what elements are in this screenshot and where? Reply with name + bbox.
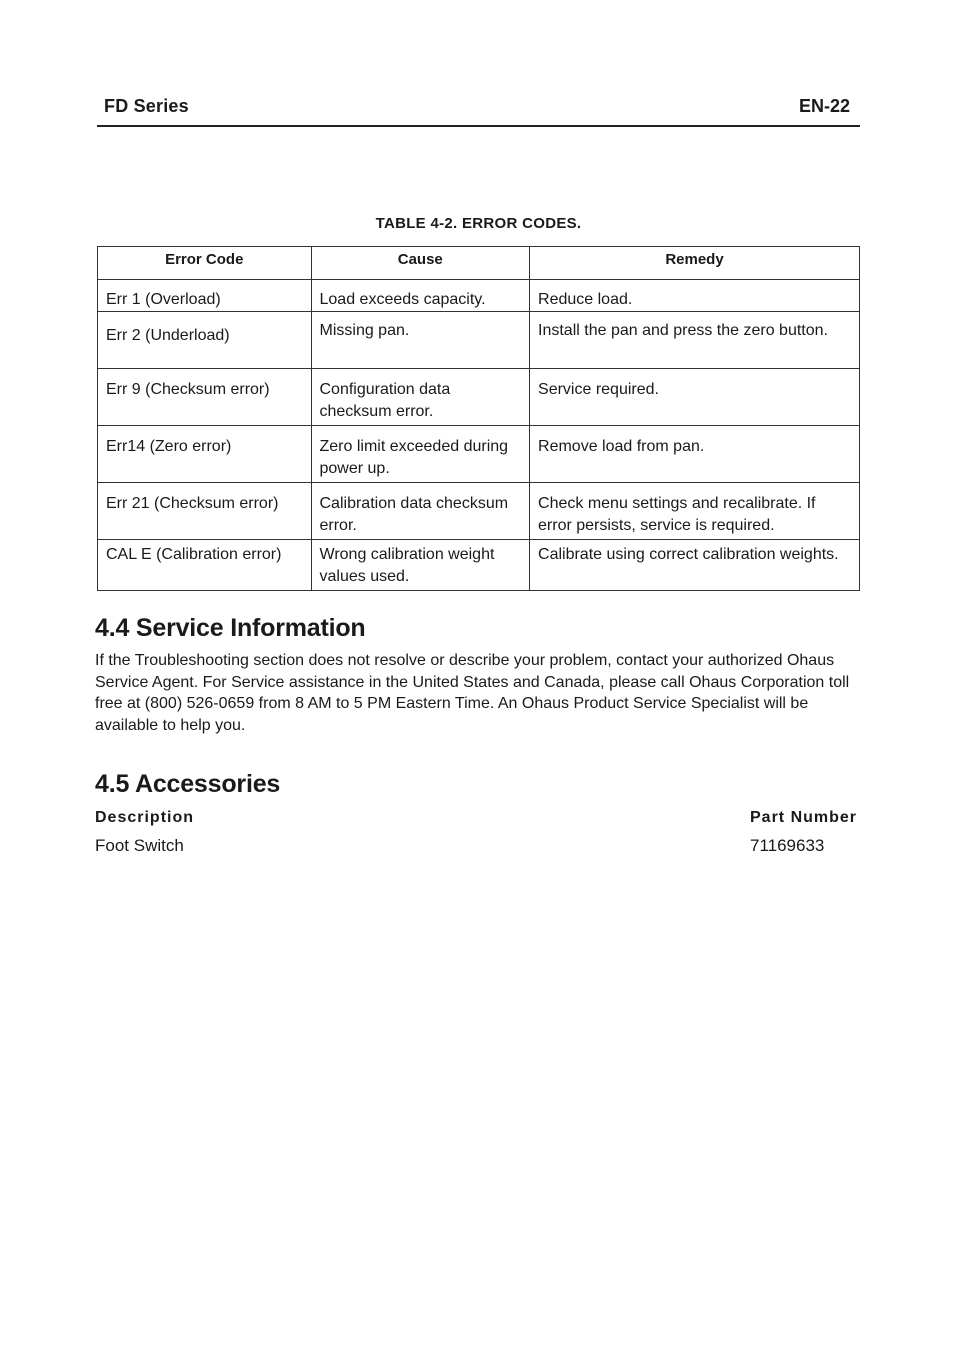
series-name: FD Series: [104, 96, 189, 116]
cause-cell: Zero limit exceeded during power up.: [311, 426, 530, 483]
remedy-cell: Remove load from pan.: [530, 426, 860, 483]
error-code-cell: Err 21 (Checksum error): [98, 483, 312, 540]
remedy-cell: Service required.: [530, 369, 860, 426]
page-header: [97, 93, 860, 127]
cause-cell: Wrong calibration weight values used.: [311, 540, 530, 591]
error-codes-table: [97, 246, 860, 591]
header-cause: Cause: [311, 247, 530, 280]
table-row: [98, 426, 860, 483]
cause-cell: Calibration data checksum error.: [311, 483, 530, 540]
remedy-cell: Install the pan and press the zero button.: [530, 312, 860, 369]
remedy-cell: Reduce load.: [530, 280, 860, 312]
table-caption: TABLE 4-2. ERROR CODES.: [375, 215, 582, 232]
table-row: [98, 369, 860, 426]
description-column-header: Description: [95, 809, 195, 826]
table-row: [98, 312, 860, 369]
header-error-code: Error Code: [98, 247, 312, 280]
table-row: [98, 483, 860, 540]
page-number: EN-22: [798, 96, 850, 116]
table-row: [98, 540, 860, 591]
error-code-cell: CAL E (Calibration error): [98, 540, 312, 591]
error-code-cell: Err 2 (Underload): [98, 312, 312, 369]
error-code-cell: Err 1 (Overload): [98, 280, 312, 312]
accessory-description: Foot Switch: [95, 836, 184, 855]
remedy-cell: Check menu settings and recalibrate. If error persists, service is required.: [530, 483, 860, 540]
error-code-cell: Err 9 (Checksum error): [98, 369, 312, 426]
remedy-cell: Calibrate using correct calibration weights.: [530, 540, 860, 591]
accessories-section-title: 4.5 Accessories: [95, 770, 281, 798]
table-row: [98, 280, 860, 312]
service-section-title: 4.4 Service Information: [95, 614, 366, 642]
error-code-cell: Err14 (Zero error): [98, 426, 312, 483]
service-paragraph: If the Troubleshooting section does not resolve or describe your problem, contact your authorized Ohaus Service Agent. For Service assistance in the United States and Canada, please call Ohaus Corporation toll free at (800) 526-0659 from 8 AM to 5 PM Eastern Time. An Ohaus Product Service Specialist will be available to help you.: [95, 652, 850, 735]
header-remedy: Remedy: [530, 247, 860, 280]
accessory-part-number: 71169633: [750, 836, 825, 855]
table-header-row: [98, 247, 860, 280]
cause-cell: Configuration data checksum error.: [311, 369, 530, 426]
cause-cell: Missing pan.: [311, 312, 530, 369]
part-number-column-header: Part Number: [750, 809, 858, 826]
cause-cell: Load exceeds capacity.: [311, 280, 530, 312]
